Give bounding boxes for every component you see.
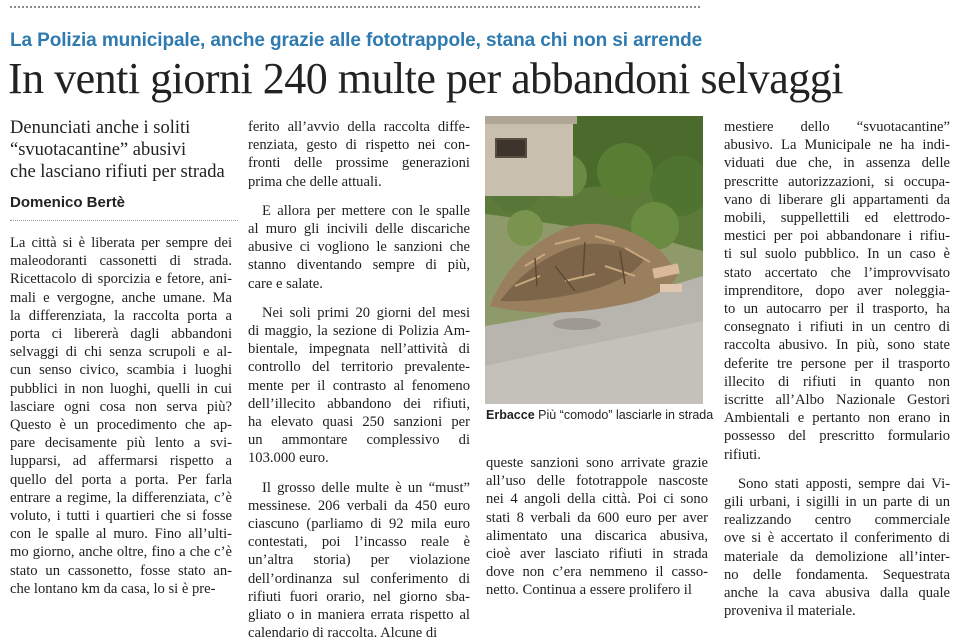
- article-line: imprenditore, dopo aver noleggia-: [724, 282, 950, 299]
- article-line: dove non c’era nemmeno il casso-: [486, 564, 708, 581]
- article-line: con le spalle al muro. Fino all’ulti-: [10, 526, 232, 543]
- paragraph-gap: [248, 191, 470, 202]
- article-line: abusivo. La Municipale ne ha indi-: [724, 137, 950, 154]
- article-line: prescritte autorizzazioni, si occupa-: [724, 173, 950, 190]
- article-line: stanno diventando sempre di più,: [248, 257, 470, 274]
- article-line: ove si è accertato il conferimento di: [724, 530, 950, 547]
- article-line: rifiuti fuori orario, nel giorno sba-: [248, 588, 470, 605]
- caption-label: Erbacce: [486, 408, 535, 422]
- article-line: dell’illecito abbandono dei rifiuti,: [248, 395, 470, 412]
- article-column-4: [724, 118, 950, 620]
- article-line: un ammontare complessivo di: [248, 432, 470, 449]
- article-line: care e salate.: [248, 275, 323, 292]
- photo-caption: [486, 408, 714, 422]
- article-line: selvaggi di chi senza scrupoli e al-: [10, 344, 232, 361]
- article-line: prima che delle attuali.: [248, 173, 382, 190]
- article-line: maleodoranti cassonetti di strada.: [10, 253, 232, 270]
- article-line: Ambientali e pertanto non erano in: [724, 410, 950, 427]
- article-line: controllo del territorio prevalente-: [248, 359, 470, 376]
- paragraph-gap: [248, 293, 470, 304]
- headline: In venti giorni 240 multe per abbandoni selvaggi: [8, 54, 844, 103]
- article-line: stato accertato che l’improvvisato: [724, 264, 950, 281]
- article-line: proveniva il materiale.: [724, 603, 856, 620]
- article-line: ferito all’avvio della raccolta diffe-: [248, 119, 470, 135]
- standfirst-line: “svuotacantine” abusivi: [10, 140, 187, 160]
- article-line: gili urbani, i sigilli in un parte di un: [724, 494, 950, 511]
- article-line: Nei soli primi 20 giorni del mesi: [262, 304, 470, 321]
- article-line: che lontano km da casa, lo si è pre-: [10, 580, 216, 597]
- article-line: stati 8 verbali da 600 euro per aver: [486, 509, 708, 526]
- article-line: iscritte all’Albo Nazionale Gestori: [724, 392, 950, 409]
- article-line: cioè aver lasciato rifiuti in strada: [486, 546, 708, 563]
- article-line: E allora per mettere con le spalle: [262, 202, 470, 219]
- article-line: gliato o in maniera errata rispetto al: [248, 607, 470, 624]
- article-column-2: [248, 118, 470, 642]
- article-line: fronti delle prossime generazioni: [248, 155, 470, 172]
- kicker: La Polizia municipale, anche grazie alle fototrappole, stana chi non si arrende: [10, 30, 703, 51]
- author-byline: Domenico Bertè: [10, 194, 126, 211]
- caption-text: Più “comodo” lasciarle in strada: [538, 408, 714, 422]
- article-line: stato un cassonetto, fosse stato an-: [10, 562, 232, 579]
- article-line: mo giorno, anche oltre, fino a che c’è: [10, 544, 232, 561]
- article-line: possesso del prescritto formulario: [724, 428, 950, 445]
- article-line: un’altra storia) per violazione: [248, 552, 470, 569]
- article-line: nei 4 angoli della città. Poi ci sono: [486, 491, 708, 508]
- article-line: Ricettacolo di sporcizia e fetore, ani-: [10, 271, 232, 288]
- article-line: di maggio, la sezione di Polizia Am-: [248, 323, 470, 340]
- article-line: ciascuno (parliamo di 92 mila euro: [248, 516, 470, 533]
- article-line: pare decisamente più lento a svi-: [10, 435, 232, 452]
- article-line: abusive ci vogliono le sanzioni che: [248, 239, 470, 256]
- article-line: voluto, i tutti i quartieri che si fosse: [10, 508, 232, 525]
- article-line: calendario di raccolta. Alcune di: [248, 625, 438, 642]
- article-photo: [485, 116, 703, 404]
- article-line: Questo è un procedimento che ap-: [10, 417, 232, 434]
- article-line: queste sanzioni sono arrivate grazie: [486, 455, 708, 471]
- article-line: renziata, gesto di rispetto nei con-: [248, 137, 470, 154]
- article-line: mente per il contrasto al fenomeno: [248, 377, 470, 394]
- article-line: materiale da demolizione all’inter-: [724, 548, 950, 565]
- article-line: Sono stati apposti, sempre dai Vi-: [738, 475, 950, 492]
- article-line: lasciare ogni cosa non serva più?: [10, 398, 232, 415]
- article-line: alimentato una discarica abusiva,: [486, 527, 708, 544]
- article-line: contestati, poi l’incasso reale è: [248, 534, 470, 551]
- article-line: mestici per poi abbandonare i rifiu-: [724, 228, 950, 245]
- article-line: pubblici in non luoghi, quelli in cui: [10, 380, 232, 397]
- article-line: realizzando centro commerciale: [724, 512, 950, 529]
- standfirst-line: Denunciati anche i soliti: [10, 118, 191, 138]
- paragraph-gap: [724, 464, 950, 475]
- standfirst-line: che lasciano rifiuti per strada: [10, 162, 225, 182]
- article-line: illecito di rifiuti in quanto non: [724, 373, 950, 390]
- article-line: messinese. 206 verbali da 450 euro: [248, 497, 470, 514]
- article-column-1: [10, 234, 232, 598]
- article-line: La città si è liberata per sempre dei: [10, 235, 232, 251]
- article-line: mobili, suppellettili ed elettrodo-: [724, 210, 950, 227]
- article-line: bientale, impegnata nell’attività di: [248, 341, 470, 358]
- byline-divider: [10, 220, 238, 221]
- article-line: lupparsi, ad affermarsi rispetto a: [10, 453, 232, 470]
- paragraph-gap: [248, 468, 470, 479]
- article-line: consegnato i rifiuti in un centro di: [724, 319, 950, 336]
- article-line: cun senso civico, scambia i luoghi: [10, 362, 232, 379]
- article-line: ti sul suolo pubblico. In un caso è: [724, 246, 950, 263]
- article-line: anche la cava abusiva dalla quale: [724, 585, 950, 602]
- article-line: raccolta abusivo. In più, sono state: [724, 337, 950, 354]
- article-line: ha elevato quasi 250 sanzioni per: [248, 414, 470, 431]
- article-line: la differenziata, la raccolta porta a: [10, 307, 232, 324]
- standfirst: [10, 117, 242, 183]
- article-line: Il grosso delle multe è un “must”: [262, 479, 470, 496]
- article-column-3: [486, 454, 708, 600]
- article-line: mali e vergogne, anche umane. Ma: [10, 289, 232, 306]
- article-line: no delle fondamenta. Sequestrata: [724, 566, 950, 583]
- article-line: rifiuti.: [724, 446, 761, 463]
- article-line: all’uso delle fototrappole nascoste: [486, 473, 708, 490]
- article-line: netto. Continua a essere prolifero il: [486, 582, 692, 599]
- article-line: deferite tre persone per il trasporto: [724, 355, 950, 372]
- article-line: quello del porta a porta. Per farla: [10, 471, 232, 488]
- article-line: 103.000 euro.: [248, 450, 329, 467]
- top-dotted-rule: [10, 6, 700, 8]
- article-line: viduati due che, in assenza delle: [724, 155, 950, 172]
- article-line: porta ci libererà dagli abbandoni: [10, 326, 232, 343]
- article-line: mestiere dello “svuotacantine”: [724, 119, 950, 135]
- article-line: entrare a regime, la differenziata, c’è: [10, 489, 232, 506]
- article-line: vano di liberare gli appartamenti da: [724, 191, 950, 208]
- article-line: dell’ordinanza sul conferimento di: [248, 570, 470, 587]
- article-line: to un autocarro per il trasporto, ha: [724, 301, 950, 318]
- article-line: al muro gli incivili delle discariche: [248, 221, 470, 238]
